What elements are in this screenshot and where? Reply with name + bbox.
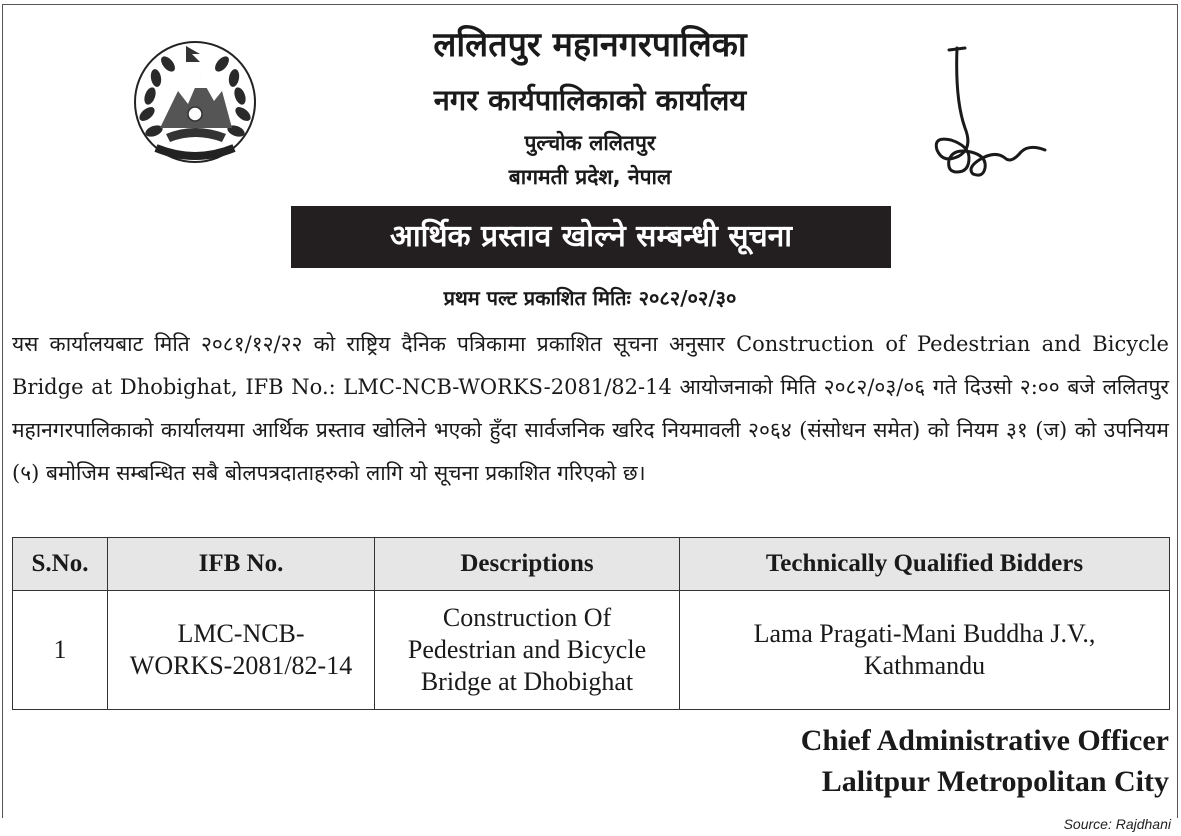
nepal-government-emblem-icon [130,36,260,166]
publication-date-line [300,284,880,311]
office-name: नगर कार्यपालिकाको कार्यालय [433,83,747,117]
cell-description [375,591,680,710]
table-row [13,591,1170,710]
ifb-line: LMC-NCB- [177,619,305,648]
address-line-1: पुल्चोक ललितपुर [524,131,656,155]
description-line: Construction Of [442,603,612,632]
signatory-title: Chief Administrative Officer [800,724,1169,757]
column-header-sno: S.No. [13,538,108,591]
description-line: Pedestrian and Bicycle [407,635,647,664]
notice-title: आर्थिक प्रस्ताव खोल्ने सम्बन्धी सूचना [291,206,891,268]
notice-body: यस कार्यालयबाट मिति २०८१/१२/२२ को राष्ट्रिय दैनिक पत्रिकामा प्रकाशित सूचना अनुसार Construction of Pedestrian and Bicycle Bridge at Dhobighat, IFB No.: LMC-NCB-WORKS-2081/82-14 आयोजनाको मिति २०८२/०३/०६ गते दिउसो २:०० बजे ललितपुर महानगरपालिकाको कार्यालयमा आर्थिक प्रस्ताव खोलिने भएको हुँदा सार्वजनिक खरिद नियमावली २०६४ (संसोधन समेत) को नियम ३१ (ज) को उपनियम (५) बमोजिम सम्बन्धित सबै बोलपत्रदाताहरुको लागि यो सूचना प्रकाशित गरिएको छ। [12,332,1169,485]
ifb-line: WORKS-2081/82-14 [129,651,353,680]
address-line-2: बागमती प्रदेश, नेपाल [508,165,672,189]
signatory-office: Lalitpur Metropolitan City [821,765,1169,798]
cell-sno: 1 [13,591,108,710]
signatory-block [801,720,1169,802]
bidder-line: Kathmandu [863,651,986,680]
publication-date-label: प्रथम पल्ट प्रकाशित मितिः [443,286,631,310]
bid-results-table [12,537,1170,710]
cell-ifb-no [108,591,375,710]
cell-bidder [680,591,1170,710]
handwritten-signature-icon [925,40,1055,185]
bidder-line: Lama Pragati-Mani Buddha J.V., [753,619,1096,648]
column-header-descriptions: Descriptions [375,538,680,591]
column-header-bidders: Technically Qualified Bidders [680,538,1170,591]
org-name: ललितपुर महानगरपालिका [433,25,747,65]
source-credit: Source: Rajdhani [1063,816,1171,832]
table-header-row [13,538,1170,591]
description-line: Bridge at Dhobighat [420,667,634,696]
publication-date-value: २०८२/०२/३० [638,286,737,310]
column-header-ifb: IFB No. [108,538,375,591]
